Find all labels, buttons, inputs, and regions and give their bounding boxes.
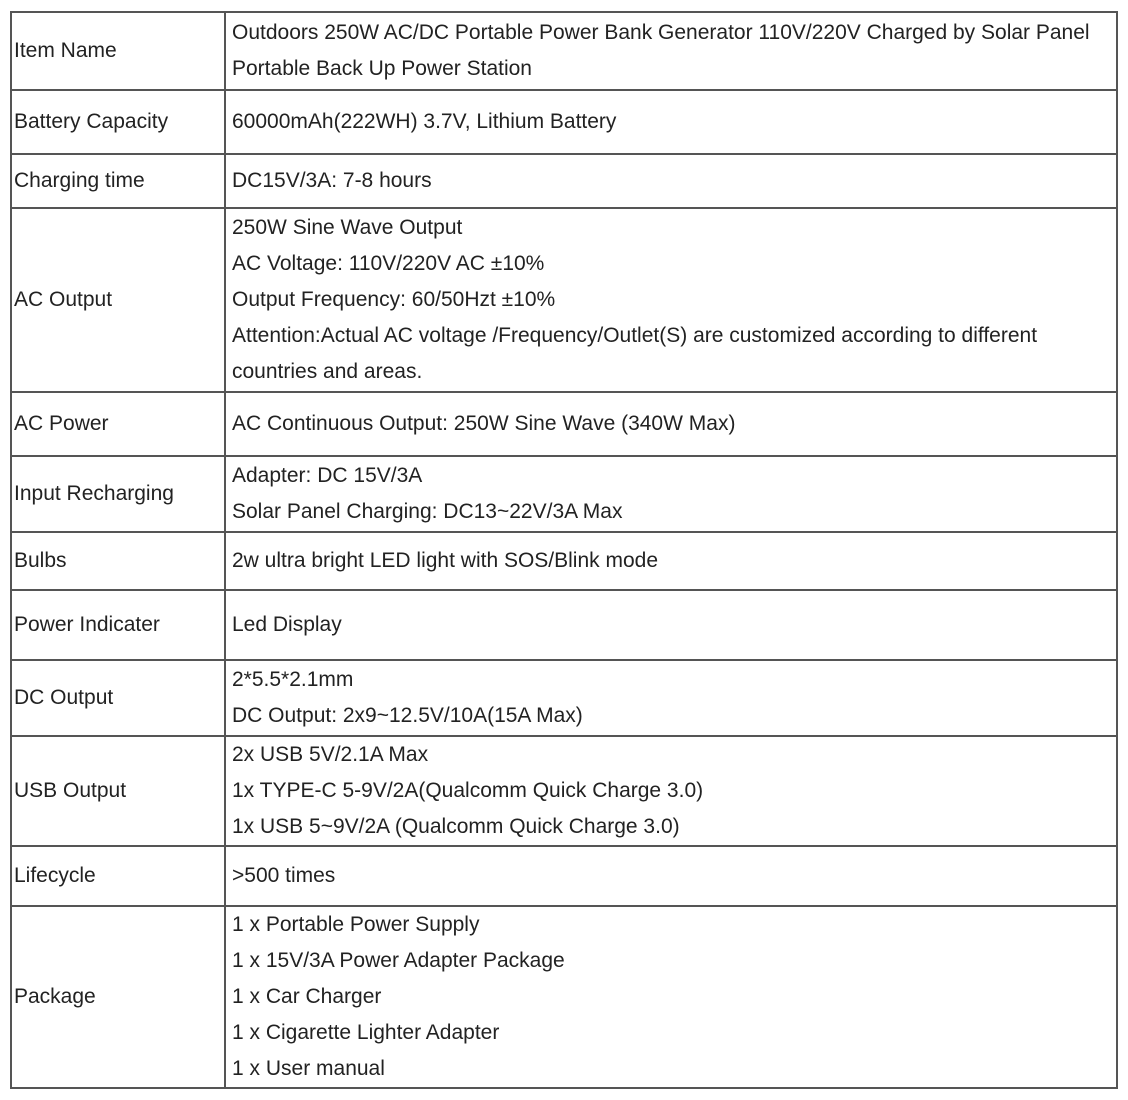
spec-row-ac-output — [11, 208, 1117, 392]
spec-value-line: AC Continuous Output: 250W Sine Wave (340W Max) — [232, 412, 736, 435]
spec-row-item-name — [11, 12, 1117, 90]
spec-value — [225, 208, 1117, 392]
spec-row-battery-capacity — [11, 90, 1117, 154]
spec-value — [225, 12, 1117, 90]
spec-value-line: DC Output: 2x9~12.5V/10A(15A Max) — [232, 704, 583, 727]
spec-value-line: 250W Sine Wave Output — [232, 216, 463, 239]
spec-row-package — [11, 906, 1117, 1088]
spec-value — [225, 456, 1117, 532]
spec-label: DC Output — [11, 660, 225, 736]
spec-value-line: Led Display — [232, 613, 342, 636]
spec-value-line: Solar Panel Charging: DC13~22V/3A Max — [232, 500, 623, 523]
spec-value-line: 2w ultra bright LED light with SOS/Blink mode — [232, 549, 659, 572]
spec-value-line: >500 times — [232, 864, 336, 887]
spec-value-line: AC Voltage: 110V/220V AC ±10% — [232, 252, 545, 275]
spec-label: Battery Capacity — [11, 90, 225, 154]
spec-row-charging-time — [11, 154, 1117, 208]
spec-label: USB Output — [11, 736, 225, 846]
spec-value-line: 1 x Portable Power Supply — [232, 913, 480, 936]
spec-value-line: 1x TYPE-C 5-9V/2A(Qualcomm Quick Charge 3.0) — [232, 779, 704, 802]
spec-value-line: 1 x Car Charger — [232, 985, 382, 1008]
spec-label: Item Name — [11, 12, 225, 90]
spec-value — [225, 154, 1117, 208]
spec-row-usb-output — [11, 736, 1117, 846]
spec-value-line: 1x USB 5~9V/2A (Qualcomm Quick Charge 3.0) — [232, 815, 680, 838]
spec-label: Input Recharging — [11, 456, 225, 532]
spec-label: AC Output — [11, 208, 225, 392]
spec-value-line: Outdoors 250W AC/DC Portable Power Bank Generator 110V/220V Charged by Solar Panel Portable Back Up Power Station — [232, 21, 1090, 80]
spec-value — [225, 532, 1117, 590]
spec-value — [225, 90, 1117, 154]
spec-table — [10, 11, 1118, 1089]
spec-value — [225, 906, 1117, 1088]
spec-value-line: 1 x 15V/3A Power Adapter Package — [232, 949, 565, 972]
spec-row-dc-output — [11, 660, 1117, 736]
spec-row-input-recharging — [11, 456, 1117, 532]
spec-value-line: 1 x User manual — [232, 1057, 385, 1080]
spec-value-line: DC15V/3A: 7-8 hours — [232, 169, 432, 192]
spec-row-lifecycle — [11, 846, 1117, 906]
spec-value-line: 2*5.5*2.1mm — [232, 668, 354, 691]
spec-label: Lifecycle — [11, 846, 225, 906]
spec-value — [225, 590, 1117, 660]
spec-value-line: Adapter: DC 15V/3A — [232, 464, 423, 487]
spec-label: Charging time — [11, 154, 225, 208]
spec-label: Bulbs — [11, 532, 225, 590]
spec-label: AC Power — [11, 392, 225, 456]
spec-value-line: 60000mAh(222WH) 3.7V, Lithium Battery — [232, 110, 617, 133]
spec-value-line: Output Frequency: 60/50Hzt ±10% — [232, 288, 556, 311]
spec-label: Power Indicater — [11, 590, 225, 660]
spec-label: Package — [11, 906, 225, 1088]
spec-value — [225, 736, 1117, 846]
spec-value-line: Attention:Actual AC voltage /Frequency/Outlet(S) are customized according to different countries and areas. — [232, 324, 1038, 383]
spec-row-power-indicater — [11, 590, 1117, 660]
spec-value — [225, 660, 1117, 736]
spec-value-line: 1 x Cigarette Lighter Adapter — [232, 1021, 500, 1044]
spec-value — [225, 846, 1117, 906]
spec-row-ac-power — [11, 392, 1117, 456]
spec-row-bulbs — [11, 532, 1117, 590]
spec-value-line: 2x USB 5V/2.1A Max — [232, 743, 429, 766]
spec-value — [225, 392, 1117, 456]
